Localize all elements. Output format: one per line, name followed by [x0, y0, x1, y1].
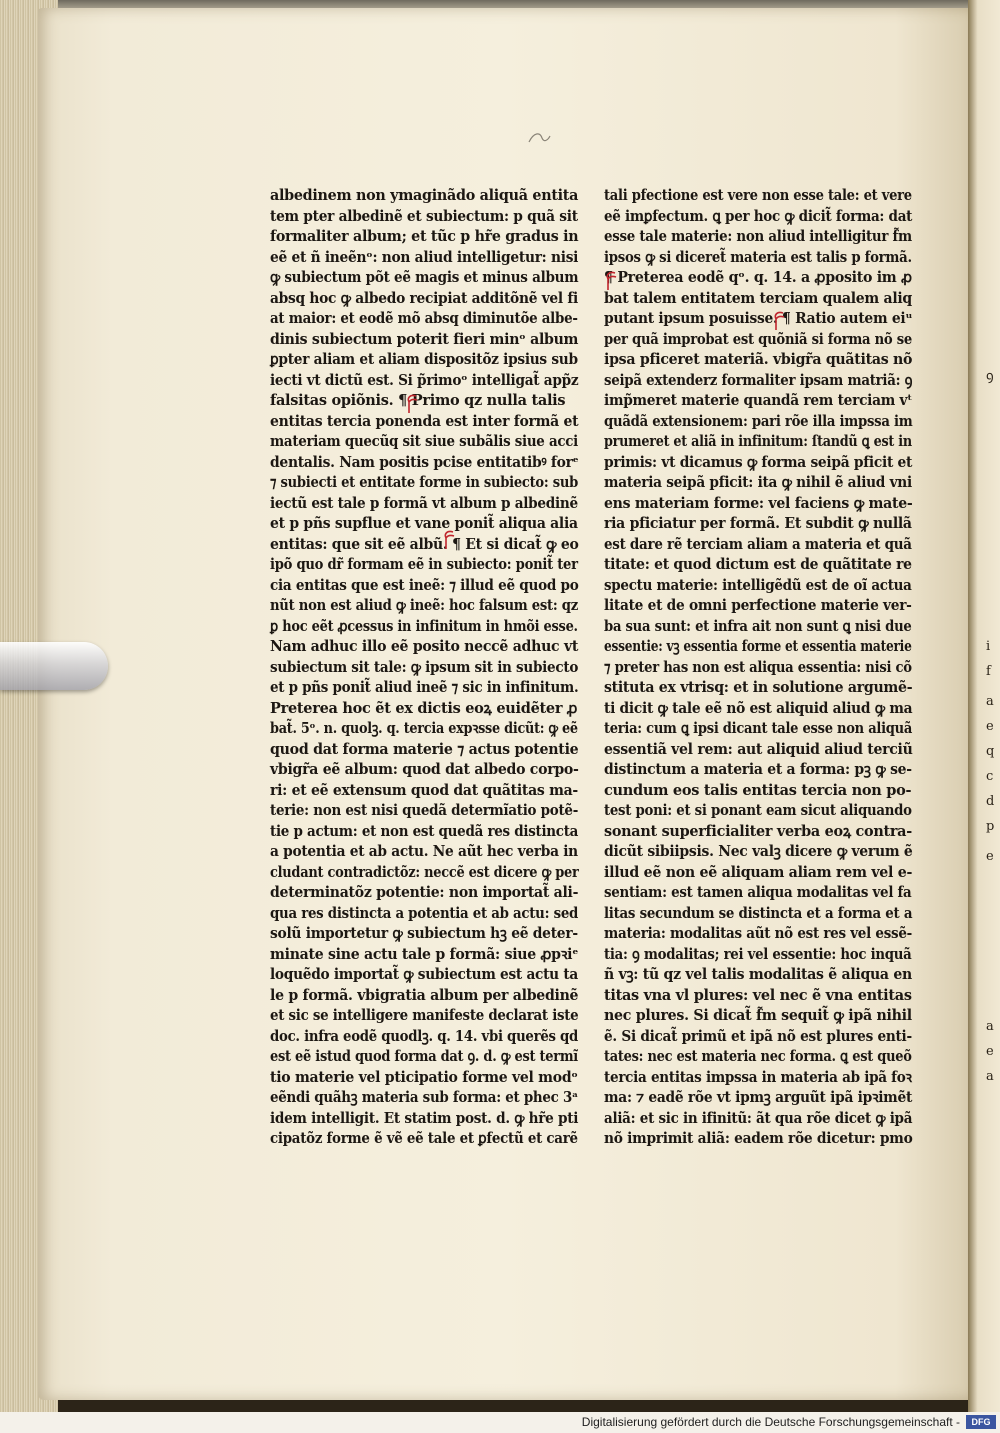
text-line: eẽ et ñ ineẽnᵒ: non aliud intelligetur: nisi	[270, 248, 579, 266]
text-line: litate et de omni perfectione materie ver-	[604, 597, 912, 614]
left-text-column	[270, 186, 580, 1150]
text-line: ipõ quo dr̃ formam eẽ in subiecto: ponit̃ ter	[270, 556, 578, 573]
facing-page-fragment: e	[986, 1044, 994, 1059]
text-line: ꝑ hoc eẽt ꝓcessus in infinitum in hmõi esse.	[270, 617, 578, 635]
text-line: seipã extenderz formaliter ipsam matriã: ꝯ	[604, 371, 913, 389]
text-line: ma: ⁊ eadẽ rõe vt ipmꝫ arguũt ipã ipꝛimẽt	[604, 1089, 913, 1106]
text-line: tia: ꝯ modalitas; rei vel essentie: hoc inquã	[604, 945, 912, 963]
text-line: et sic se intelligere manifeste declarat iste	[270, 1007, 579, 1024]
text-line: qua res distincta a potentia et ab actu: sed	[270, 904, 579, 922]
text-line: le p formã. vbigratia album per albedinẽ	[270, 986, 579, 1004]
text-line: ba sua sunt: et infra ait non sunt ꝗ nisi due	[604, 617, 912, 635]
text-line: cia entitas que est ineẽ: ⁊ illud eẽ quod po	[270, 576, 579, 594]
text-line: sentiam: est tamen aliqua modalitas vel fa	[604, 884, 912, 901]
facing-page-fragment: a	[986, 1019, 994, 1034]
text-line: iectũ est tale p formã vt album p albedinẽ	[270, 494, 578, 512]
text-line: bat̃. 5ᵒ. n. quolꝫ. q. tercia expꝛsse dicũt: ꝙ eẽ	[270, 720, 578, 737]
text-line: primis: vt dicamus ꝙ forma seipã pficit et	[604, 453, 913, 471]
text-line: bat talem entitatem terciam qualem aliq	[604, 289, 912, 307]
dfg-logo-icon: DFG	[966, 1415, 996, 1429]
text-line: eẽndi quãhꝫ materia sub forma: et phec 3ᵃ	[270, 1089, 578, 1106]
text-line: quãdã extensionem: pari rõe illa impssa im	[604, 412, 913, 430]
text-line: aliã: et sic in ifinitũ: ãt qua rõe dicet ꝙ ipã	[604, 1109, 913, 1127]
text-line: titas vna vl plures: vel nec ẽ vna entitas	[604, 986, 912, 1004]
text-line: vbigr̃a eẽ album: quod dat albedo corpo-	[270, 761, 579, 778]
text-line: cipatõz forme ẽ vẽ eẽ tale et ꝑfectũ et carẽ	[270, 1130, 578, 1147]
text-line: nũt non est aliud ꝙ ineẽ: hoc falsum est: qz	[270, 597, 578, 614]
text-line: minate sine actu tale p formã: siue ꝓpꝛiᵉ	[270, 945, 579, 963]
text-line: ẽ. Si dicat̃ primũ et ipã nõ est plures enti-	[604, 1027, 912, 1045]
text-line: tie p actum: et non est quedã res distincta	[270, 822, 579, 840]
facing-page-fragment: ꝯ	[986, 369, 994, 384]
text-line: solũ importetur ꝙ subiectum hꝫ eẽ deter-	[270, 925, 578, 942]
text-line: eẽ imꝑfectum. ꝗ per hoc ꝙ dicit̃ forma: dat	[604, 207, 913, 225]
text-line: essentiã vel rem: aut aliquid aliud terciũ	[604, 740, 913, 758]
text-line: dinis subiectum poterit fieri minᵒ album	[270, 330, 579, 348]
text-line: et p pñs ponit̃ aliud ineẽ ⁊ sic in infinitum.	[270, 679, 579, 696]
facing-page-fragment: c	[986, 769, 994, 784]
text-line: formaliter album; et tũc p hr̃e gradus in	[270, 228, 579, 245]
text-line: illud eẽ non eẽ aliquam aliam rem vel e-	[604, 863, 913, 881]
text-line: materia: modalitas aũt nõ est res vel essẽ-	[604, 925, 912, 942]
facing-page-fragment: q	[986, 744, 995, 759]
text-line: distinctum a materia et a forma: pꝫ ꝙ se-	[604, 761, 912, 778]
text-line: esse tale materie: non aliud intelligitur f̃m	[604, 228, 912, 245]
text-line: doc. infra eodẽ quodlꝫ. q. 14. vbi querẽs qd	[270, 1027, 579, 1045]
text-line: putant ipsum posuisse. ¶ Ratio autem eiᵘ	[604, 310, 913, 327]
paragraph-rubric-icon	[772, 310, 786, 332]
text-line: et p pñs supflue et vane ponit̃ aliqua alia	[270, 515, 578, 532]
right-text-column	[604, 186, 914, 1150]
text-line: ri: et eẽ extensum quod dat quãtitas ma-	[270, 781, 578, 799]
text-line: tio materie vel pticipatio forme vel modᵒ	[270, 1068, 578, 1086]
text-line: litas secundum se distincta et a forma et a	[604, 904, 913, 922]
pencil-annotation	[526, 128, 552, 148]
facing-page-fragment: i	[986, 639, 991, 654]
text-line: ñ vꝫ: tũ qz vel talis modalitas ẽ aliqua en	[604, 966, 912, 983]
text-line: ⁊ subiecti et entitate forme in subiecto: sub	[270, 474, 579, 491]
text-line: ipsa pficeret materiã. vbigr̃a quãtitas nõ	[604, 351, 913, 368]
text-line: ria pficiatur per formã. Et subdit ꝙ nullã	[604, 515, 912, 532]
text-line: est dare rẽ terciam aliam a materia et quã	[604, 535, 912, 553]
footer-credit: Digitalisierung gefördert durch die Deutsche Forschungsgemeinschaft -	[581, 1415, 960, 1429]
text-line: imp̃meret materie quandã rem terciam vᵗ	[604, 392, 913, 409]
text-line: sonant superficialiter verba eoꝝ contra-	[604, 822, 912, 840]
text-line: test poni: et si ponant eam sicut aliquando	[604, 802, 912, 819]
text-line: determinatõz potentie: non importat̃ ali-	[270, 884, 579, 901]
text-line: quod dat forma materie ⁊ actus potentie	[270, 740, 579, 758]
text-line: a potentia et ab actu. Ne aũt hec verba in	[270, 843, 578, 860]
text-line: tercia entitas impssa in materia ab ipã foꝛ	[604, 1068, 912, 1086]
text-line: nõ imprimit aliã: eadem rõe dicetur: pmo	[604, 1130, 913, 1147]
text-line: iecti vt dictũ est. Si p̃rimoᵒ intelligat̃ app̃z	[270, 371, 579, 389]
page-clip	[0, 642, 108, 690]
paragraph-rubric-icon	[442, 529, 456, 551]
text-line: dentalis. Nam positis pcise entitatibꝰ forᵉ	[270, 453, 579, 471]
text-line: absq hoc ꝙ albedo recipiat additõnẽ vel fi	[270, 289, 578, 307]
text-line: stituta ex vtrisq: et in solutione argumẽ-	[604, 679, 913, 696]
facing-page-fragment: a	[986, 1069, 994, 1084]
text-line: spectu materie: intelligẽdũ est de oĩ actua	[604, 576, 912, 594]
text-line: entitas: que sit eẽ albũ. ¶ Et si dicat̃ ꝙ eo	[270, 535, 579, 553]
paragraph-rubric-icon	[604, 270, 618, 292]
text-line: dicũt sibiipsis. Nec valꝫ dicere ꝙ verum ẽ	[604, 843, 913, 860]
text-line: per quã improbat est quõniã si forma nõ se	[604, 330, 913, 348]
text-line: tem pter albedinẽ et subiectum: p quã sit	[270, 207, 578, 225]
facing-page-fragment: e	[986, 719, 994, 734]
facing-page-fragment: e	[986, 849, 994, 864]
text-line: ens materiam forme: vel faciens ꝙ mate-	[604, 494, 913, 512]
facing-page-edge	[968, 0, 1000, 1412]
text-line: nec plures. Si dicat̃ f̃m sequit̃ ꝙ ipã nihil	[604, 1007, 912, 1024]
text-line: entitas tercia ponenda est inter formã et	[270, 412, 579, 430]
text-line: subiectum sit tale: ꝙ ipsum sit in subiecto	[270, 658, 579, 676]
facing-page-fragment: f	[986, 664, 991, 679]
text-line: at maior: et eodẽ mõ absq diminutõe albe-	[270, 310, 578, 327]
text-line: titate: et quod dictum est de quãtitate re	[604, 556, 912, 573]
text-line: tates: nec est materia nec forma. ꝗ est queõ	[604, 1048, 912, 1065]
text-line: ipsos ꝙ si diceret̃ materia est talis p formã.	[604, 248, 912, 266]
facing-page-fragment: p	[986, 819, 995, 834]
text-line: cundum eos talis entitas tercia non po-	[604, 781, 912, 799]
text-line: prumeret et aliã in infinitum: ſtandũ ꝗ est in	[604, 433, 912, 450]
text-line: albedinem non ymaginãdo aliquã entita	[270, 187, 579, 204]
text-line: idem intelligit. Et statim post. d. ꝙ hr̃e pti	[270, 1109, 579, 1127]
paragraph-rubric-icon	[405, 393, 419, 415]
text-line: materiam quecũq sit siue subãlis siue acci	[270, 433, 578, 450]
text-line: ti dicit ꝙ tale eẽ nõ est aliquid aliud ꝙ ma	[604, 699, 913, 717]
text-line: terie: non est nisi quedã determĩatio potẽ-	[270, 802, 579, 819]
text-line: cludant contradictõz: neccẽ est dicere ꝙ per	[270, 863, 579, 881]
footer-bar	[0, 1412, 1000, 1433]
text-line: falsitas opiõnis. ¶ Primo qz nulla talis	[270, 392, 566, 409]
facing-page-fragment: a	[986, 694, 994, 709]
text-line: Preterea hoc ẽt ex dictis eoꝝ euidẽter ꝓ	[270, 699, 578, 717]
text-line: Nam adhuc illo eẽ posito neccẽ adhuc vt	[270, 638, 579, 655]
facing-page-fragment: d	[986, 794, 995, 809]
text-line: ꝙ subiectum põt eẽ magis et minus album	[270, 269, 579, 286]
text-line: loquẽdo importat̃ ꝙ subiectum est actu ta	[270, 966, 578, 983]
text-line: est eẽ istud quod forma dat ꝯ. d. ꝙ est termĩ	[270, 1048, 578, 1065]
text-line: tali pfectione est vere non esse tale: et vere	[604, 187, 912, 204]
text-line: ⁊ preter has non est aliqua essentia: nisi cõ	[604, 658, 912, 676]
text-line: ꝑpter aliam et aliam dispositõz ipsius sub	[270, 351, 578, 368]
text-line: teria: cum ꝗ ipsi dicant tale esse non aliquã	[604, 720, 913, 737]
text-line: ¶ Preterea eodẽ qᵒ. q. 14. a ꝓposito im ꝓ	[604, 269, 912, 286]
text-line: materia seipã pficit: ita ꝙ nihil ẽ aliud vni	[604, 474, 912, 491]
text-line: essentie: vꝫ essentia forme et essentia materie	[604, 638, 912, 655]
